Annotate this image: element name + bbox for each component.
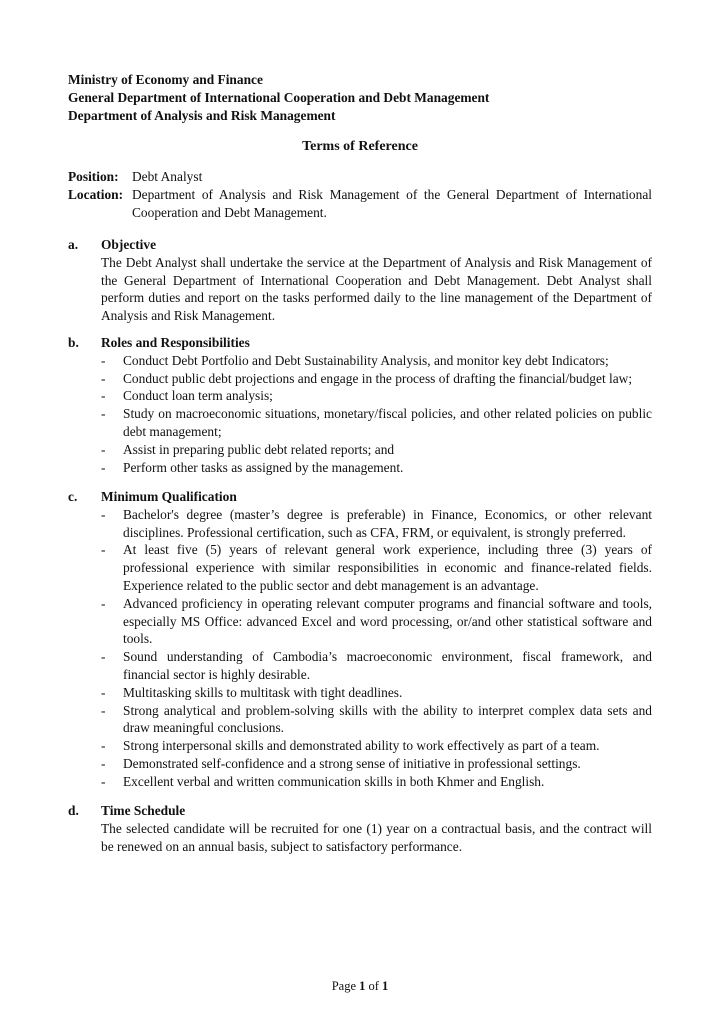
department-name: Department of Analysis and Risk Management — [68, 107, 336, 123]
location-label: Location: — [68, 186, 124, 202]
section-title: Minimum Qualification — [101, 489, 237, 504]
position-value: Debt Analyst — [132, 169, 203, 184]
bullet-marker: - — [101, 738, 106, 754]
list-item-text: Excellent verbal and written communication skills in both Khmer and English. — [123, 773, 545, 789]
section-roles — [68, 334, 652, 476]
section-qualification — [68, 488, 652, 791]
bullet-marker: - — [101, 441, 106, 457]
list-item — [101, 595, 652, 648]
time-schedule-text: The selected candidate will be recruited for one (1) year on a contractual basis, and the contract will be renewed on an annual basis, subject to satisfactory performance. — [101, 820, 652, 854]
document-title: Terms of Reference — [302, 139, 418, 154]
roles-list — [101, 352, 652, 477]
list-item-text: Sound understanding of Cambodia’s macroeconomic environment, fiscal framework, and financial sector is highly desirable. — [123, 649, 652, 682]
section-title: Roles and Responsibilities — [101, 335, 250, 350]
list-item-text: Strong interpersonal skills and demonstrated ability to work effectively as part of a team. — [123, 738, 600, 754]
list-item — [101, 737, 652, 755]
list-item-text: Conduct Debt Portfolio and Debt Sustainability Analysis, and monitor key debt Indicators; — [123, 352, 609, 368]
total-pages: 1 — [382, 979, 389, 993]
list-item — [101, 541, 652, 594]
section-title: Time Schedule — [101, 803, 186, 818]
list-item — [101, 648, 652, 684]
bullet-marker: - — [101, 595, 106, 611]
bullet-marker: - — [101, 702, 106, 718]
list-item — [101, 441, 652, 459]
list-item — [101, 352, 652, 370]
list-item-text: Bachelor's degree (master’s degree is preferable) in Finance, Economics, or other relevant disciplines. Professional certification, such as CFA, FRM, or equivalent, is strongly preferred. — [123, 506, 652, 540]
list-item-text: Assist in preparing public debt related reports; and — [123, 441, 395, 457]
section-heading — [68, 802, 652, 820]
list-item-text: Advanced proficiency in operating relevant computer programs and financial software and tools, especially MS Office: advanced Excel and word processing, or/and other statistical software and tools. — [123, 595, 652, 647]
list-item — [101, 459, 652, 477]
ministry-name: Ministry of Economy and Finance — [68, 72, 263, 87]
list-item — [101, 387, 652, 405]
list-item-text: Multitasking skills to multitask with tight deadlines. — [123, 684, 403, 700]
objective-text: The Debt Analyst shall undertake the service at the Department of Analysis and Risk Management of the General Department of International Cooperation and Debt Management. Debt Analyst shall perform duties and report on the tasks performed daily to the line management of the Department of Analysis and Risk Management. — [101, 254, 652, 324]
location-row — [68, 186, 652, 222]
position-row — [68, 168, 652, 186]
list-item-text: Conduct loan term analysis; — [123, 388, 273, 404]
list-item — [101, 506, 652, 542]
bullet-marker: - — [101, 406, 106, 422]
list-item — [101, 684, 652, 702]
section-objective — [68, 236, 652, 325]
bullet-marker: - — [101, 459, 106, 475]
list-item-text: At least five (5) years of relevant general work experience, including three (3) years of professional experience with similar responsibilities in economic and finance-related fields. Experience related to the public sector and debt management is an advantage. — [123, 542, 652, 593]
section-title: Objective — [101, 237, 157, 252]
list-item-text: Study on macroeconomic situations, monetary/fiscal policies, and other related policies on public debt management; — [123, 406, 652, 439]
bullet-marker: - — [101, 773, 106, 789]
list-item — [101, 755, 652, 773]
bullet-marker: - — [101, 352, 106, 368]
list-item — [101, 773, 652, 791]
page-number — [0, 978, 720, 996]
section-heading — [68, 334, 652, 352]
list-item-text: Strong analytical and problem-solving skills with the ability to interpret complex data sets and draw meaningful conclusions. — [123, 702, 652, 736]
section-heading — [68, 488, 652, 506]
bullet-marker: - — [101, 370, 106, 386]
bullet-marker: - — [101, 542, 106, 558]
section-letter: c. — [68, 489, 78, 504]
section-letter: a. — [68, 237, 79, 252]
bullet-marker: - — [101, 388, 106, 404]
section-letter: b. — [68, 335, 79, 350]
bullet-marker: - — [101, 649, 106, 665]
general-department-name: General Department of International Cooperation and Debt Management — [68, 89, 490, 105]
list-item — [101, 405, 652, 441]
current-page: 1 — [359, 979, 366, 993]
section-letter: d. — [68, 803, 79, 818]
bullet-marker: - — [101, 684, 106, 700]
bullet-marker: - — [101, 755, 106, 771]
page-prefix: Page — [331, 979, 360, 993]
bullet-marker: - — [101, 506, 106, 522]
list-item-text: Perform other tasks as assigned by the management. — [123, 459, 404, 475]
letterhead — [68, 71, 489, 124]
position-info — [68, 168, 652, 221]
section-heading — [68, 236, 652, 254]
qualification-list — [101, 506, 652, 791]
list-item — [101, 702, 652, 738]
list-item-text: Conduct public debt projections and engage in the process of drafting the financial/budget law; — [123, 370, 633, 386]
position-label: Position: — [68, 169, 119, 184]
page-separator: of — [365, 979, 383, 993]
list-item-text: Demonstrated self-confidence and a strong sense of initiative in professional settings. — [123, 755, 581, 771]
location-value: Department of Analysis and Risk Management of the General Department of International Cooperation and Debt Management. — [132, 186, 652, 220]
section-time-schedule — [68, 802, 652, 855]
list-item — [101, 370, 652, 388]
